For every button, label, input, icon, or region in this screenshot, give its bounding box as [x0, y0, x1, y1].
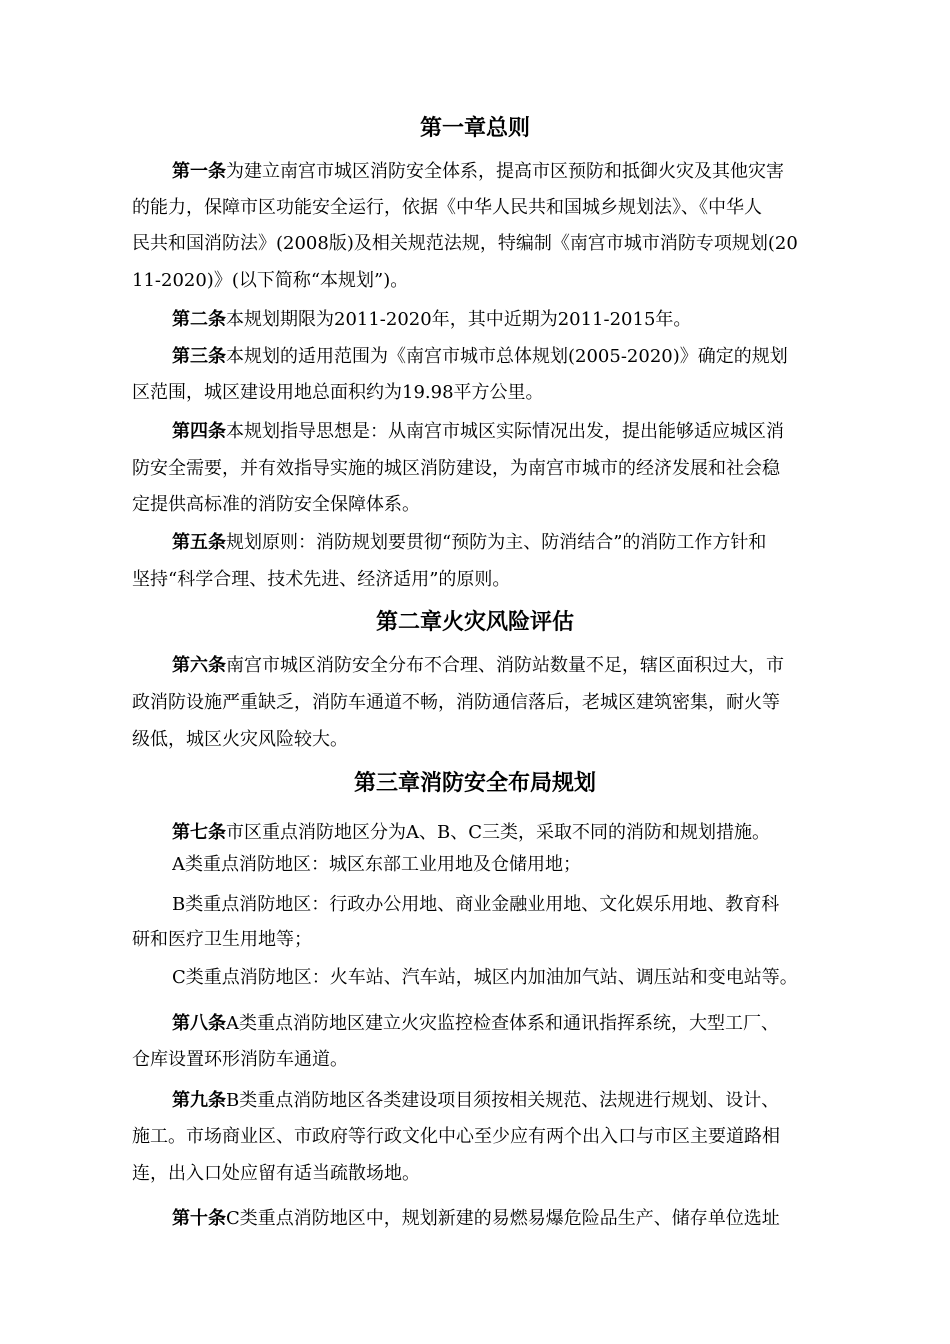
chapter-3-title: 第三章消防安全布局规划 — [353, 771, 596, 796]
article-7-item-b-line-2: 研和医疗卫生用地等； — [132, 929, 312, 950]
article-6-line-1: 第六条南宫市城区消防安全分布不合理、消防站数量不足，辖区面积过大，市 — [172, 655, 784, 676]
article-2-label: 第二条 — [172, 309, 226, 330]
chapter-1-title: 第一章总则 — [419, 116, 530, 141]
article-10-line-1: 第十条C类重点消防地区中，规划新建的易燃易爆危险品生产、储存单位选址 — [172, 1208, 780, 1229]
article-7-item-b-line-1: B类重点消防地区：行政办公用地、商业金融业用地、文化娱乐用地、教育科 — [172, 894, 780, 915]
article-4-line-3: 定提供高标准的消防安全保障体系。 — [132, 494, 420, 515]
article-6-label: 第六条 — [172, 655, 226, 676]
article-8-label: 第八条 — [172, 1013, 226, 1034]
article-1-line-1: 第一条为建立南宫市城区消防安全体系，提高市区预防和抵御火灾及其他灾害 — [172, 161, 784, 182]
article-4-line-2: 防安全需要，并有效指导实施的城区消防建设，为南宫市城市的经济发展和社会稳 — [132, 458, 780, 479]
article-3-line-1: 第三条本规划的适用范围为《南宫市城市总体规划(2005-2020)》确定的规划 — [172, 346, 788, 367]
article-1-label: 第一条 — [172, 161, 226, 182]
article-4-label: 第四条 — [172, 421, 226, 442]
article-3-line-2: 区范围，城区建设用地总面积约为19.98平方公里。 — [132, 382, 544, 403]
article-3-label: 第三条 — [172, 346, 226, 367]
article-1-line-4: 11-2020)》(以下简称“本规划”)。 — [132, 270, 409, 291]
article-8-line-1: 第八条A类重点消防地区建立火灾监控检查体系和通讯指挥系统，大型工厂、 — [172, 1013, 779, 1034]
article-9-line-1: 第九条B类重点消防地区各类建设项目须按相关规范、法规进行规划、设计、 — [172, 1090, 780, 1111]
article-5-line-1: 第五条规划原则：消防规划要贯彻“预防为主、防消结合”的消防工作方针和 — [172, 532, 767, 553]
article-4-line-1: 第四条本规划指导思想是：从南宫市城区实际情况出发，提出能够适应城区消 — [172, 421, 784, 442]
article-9-line-3: 连，出入口处应留有适当疏散场地。 — [132, 1163, 420, 1184]
article-7-item-c: C类重点消防地区：火车站、汽车站，城区内加油加气站、调压站和变电站等。 — [172, 967, 798, 988]
article-5-line-2: 坚持“科学合理、技术先进、经济适用”的原则。 — [132, 569, 511, 590]
article-7-line-1: 第七条市区重点消防地区分为A、B、C三类，采取不同的消防和规划措施。 — [172, 822, 770, 843]
article-1-line-2: 的能力，保障市区功能安全运行，依据《中华人民共和国城乡规划法》、《中华人 — [132, 197, 762, 218]
article-7-item-a: A类重点消防地区：城区东部工业用地及仓储用地； — [172, 854, 581, 875]
article-1-line-3: 民共和国消防法》(2008版)及相关规范法规，特编制《南宫市城市消防专项规划(20 — [132, 233, 798, 254]
article-6-line-2: 政消防设施严重缺乏，消防车通道不畅，消防通信落后，老城区建筑密集，耐火等 — [132, 692, 780, 713]
article-8-line-2: 仓库设置环形消防车通道。 — [132, 1049, 348, 1070]
article-2-line-1: 第二条本规划期限为2011-2020年，其中近期为2011-2015年。 — [172, 309, 692, 330]
article-9-label: 第九条 — [172, 1090, 226, 1111]
chapter-2-title: 第二章火灾风险评估 — [375, 610, 574, 635]
article-10-label: 第十条 — [172, 1208, 226, 1229]
article-5-label: 第五条 — [172, 532, 226, 553]
article-6-line-3: 级低，城区火灾风险较大。 — [132, 729, 348, 750]
article-9-line-2: 施工。市场商业区、市政府等行政文化中心至少应有两个出入口与市区主要道路相 — [132, 1126, 780, 1147]
article-7-label: 第七条 — [172, 822, 226, 843]
